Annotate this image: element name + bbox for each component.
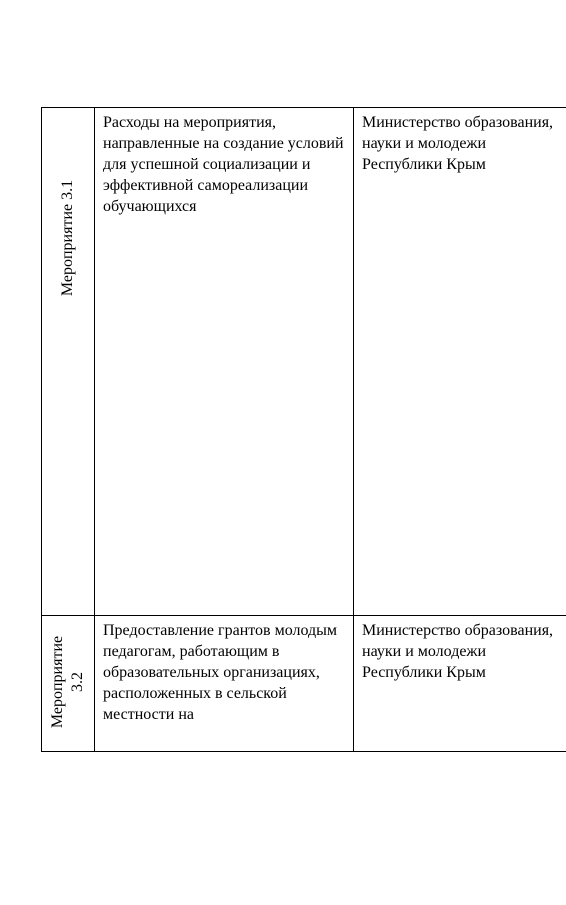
measure-description: Предоставление грантов молодым педагогам, работающим в образовательных организациях, расположенных в сельской местности на bbox=[103, 622, 338, 723]
measure-description-cell bbox=[95, 616, 354, 752]
measure-executor: Министерство образования, науки и молодежи Республики Крым bbox=[362, 622, 554, 681]
table-row bbox=[42, 616, 566, 752]
table-row bbox=[42, 108, 566, 616]
measures-table bbox=[41, 107, 566, 752]
measure-description-cell bbox=[95, 108, 354, 616]
measure-executor-cell bbox=[354, 108, 566, 616]
measure-description: Расходы на мероприятия, направленные на создание условий для успешной социализации и эффективной самореализации обучающихся bbox=[103, 114, 344, 215]
measure-number-cell bbox=[42, 616, 95, 752]
measure-executor: Министерство образования, науки и молодежи Республики Крым bbox=[362, 114, 554, 173]
measure-label: Мероприятие 3.2 bbox=[49, 635, 86, 729]
measure-executor-cell bbox=[354, 616, 566, 752]
measure-number-cell bbox=[42, 108, 95, 616]
measure-label: Мероприятие 3.1 bbox=[59, 179, 76, 297]
